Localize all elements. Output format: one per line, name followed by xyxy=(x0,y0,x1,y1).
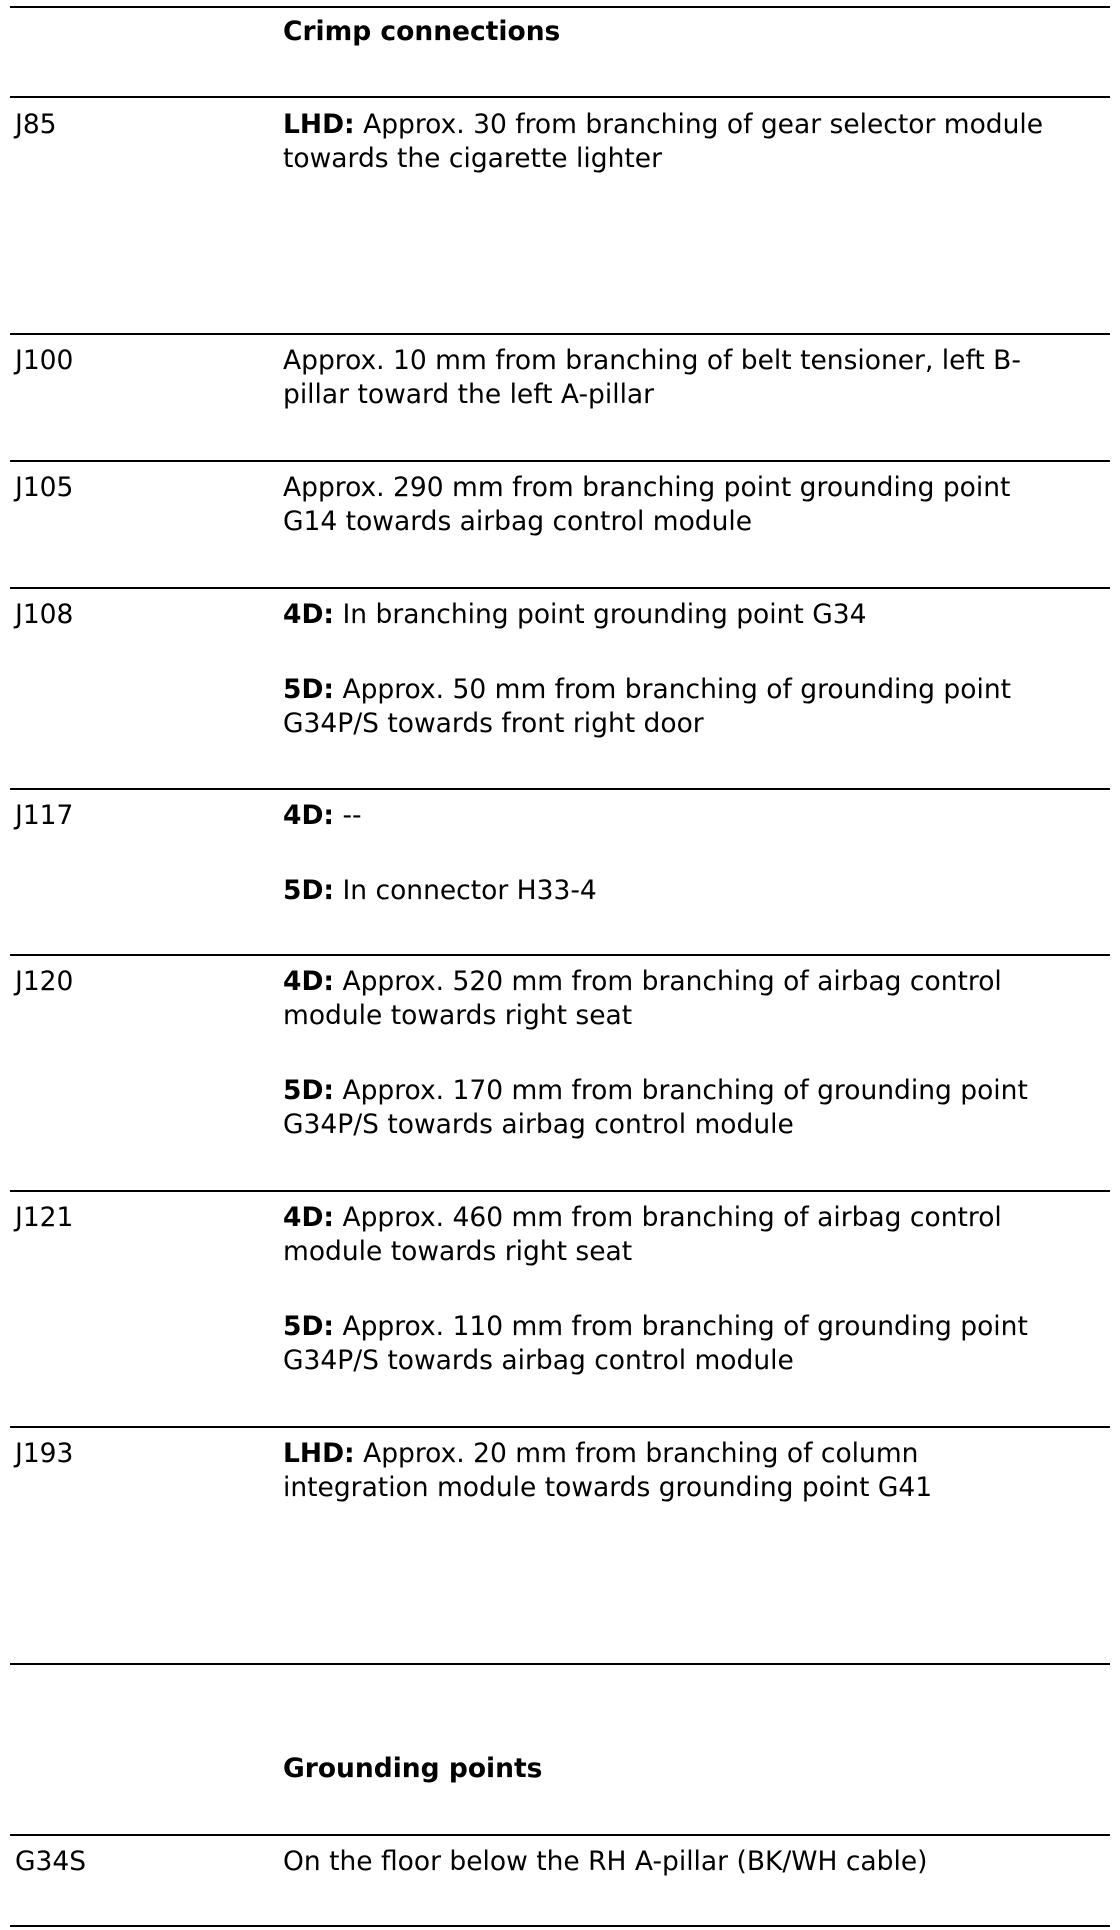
row-divider xyxy=(10,1426,1110,1428)
desc-text: Approx. 290 mm from branching point grounding point xyxy=(283,472,1011,503)
desc-text: Approx. 20 mm from branching of column xyxy=(354,1438,919,1469)
variant-tag: 5D: xyxy=(283,1075,335,1106)
desc-text: Approx. 520 mm from branching of airbag control xyxy=(334,966,1002,997)
code-j121: J121 xyxy=(15,1202,74,1233)
desc-j108 xyxy=(283,598,1108,741)
row-divider xyxy=(10,954,1110,956)
desc-text: G34P/S towards front right door xyxy=(283,708,704,739)
desc-j120 xyxy=(283,965,1108,1142)
desc-text: On the floor below the RH A-pillar (BK/WH cable) xyxy=(283,1846,928,1877)
desc-text: module towards right seat xyxy=(283,1236,633,1267)
desc-text: G34P/S towards airbag control module xyxy=(283,1109,794,1140)
desc-text: G34P/S towards airbag control module xyxy=(283,1345,794,1376)
variant-tag: 4D: xyxy=(283,800,335,831)
row-divider xyxy=(10,1190,1110,1192)
code-j85: J85 xyxy=(15,109,57,140)
code-j108: J108 xyxy=(15,599,74,630)
code-j100: J100 xyxy=(15,345,74,376)
code-j117: J117 xyxy=(15,800,74,831)
desc-j121 xyxy=(283,1201,1108,1378)
row-divider xyxy=(10,788,1110,790)
row-divider xyxy=(10,587,1110,589)
variant-tag: LHD: xyxy=(283,1438,355,1469)
desc-text: module towards right seat xyxy=(283,1000,633,1031)
desc-j85 xyxy=(283,108,1108,176)
row-divider xyxy=(10,6,1110,8)
desc-text: towards the cigarette lighter xyxy=(283,143,662,174)
row-divider xyxy=(10,1834,1110,1836)
code-j120: J120 xyxy=(15,966,74,997)
variant-tag: 4D: xyxy=(283,966,335,997)
code-g34s: G34S xyxy=(15,1846,87,1877)
desc-text: In branching point grounding point G34 xyxy=(334,599,867,630)
desc-text: Approx. 170 mm from branching of grounding point xyxy=(334,1075,1028,1106)
variant-tag: 4D: xyxy=(283,1202,335,1233)
desc-text: integration module towards grounding point G41 xyxy=(283,1472,933,1503)
code-j105: J105 xyxy=(15,472,74,503)
desc-text: G14 towards airbag control module xyxy=(283,506,753,537)
desc-text: Approx. 10 mm from branching of belt tensioner, left B- xyxy=(283,345,1021,376)
row-divider xyxy=(10,333,1110,335)
code-j193: J193 xyxy=(15,1438,74,1469)
section-heading-crimp: Crimp connections xyxy=(283,16,561,47)
desc-j117 xyxy=(283,799,1108,908)
variant-tag: 5D: xyxy=(283,875,335,906)
desc-text: Approx. 460 mm from branching of airbag control xyxy=(334,1202,1002,1233)
desc-j193 xyxy=(283,1437,1108,1505)
row-divider xyxy=(10,1925,1110,1927)
section-heading-grounding: Grounding points xyxy=(283,1753,543,1784)
variant-tag: 5D: xyxy=(283,1311,335,1342)
row-divider xyxy=(10,1663,1110,1665)
desc-text: Approx. 30 from branching of gear selector module xyxy=(354,109,1044,140)
row-divider xyxy=(10,96,1110,98)
variant-tag: 4D: xyxy=(283,599,335,630)
desc-text: Approx. 110 mm from branching of grounding point xyxy=(334,1311,1028,1342)
desc-j100 xyxy=(283,344,1108,412)
variant-tag: LHD: xyxy=(283,109,355,140)
desc-text: Approx. 50 mm from branching of grounding point xyxy=(334,674,1012,705)
row-divider xyxy=(10,460,1110,462)
variant-tag: 5D: xyxy=(283,674,335,705)
desc-text: -- xyxy=(334,800,362,831)
desc-g34s xyxy=(283,1845,1108,1879)
desc-text: pillar toward the left A-pillar xyxy=(283,379,655,410)
desc-text: In connector H33-4 xyxy=(334,875,597,906)
desc-j105 xyxy=(283,471,1108,539)
